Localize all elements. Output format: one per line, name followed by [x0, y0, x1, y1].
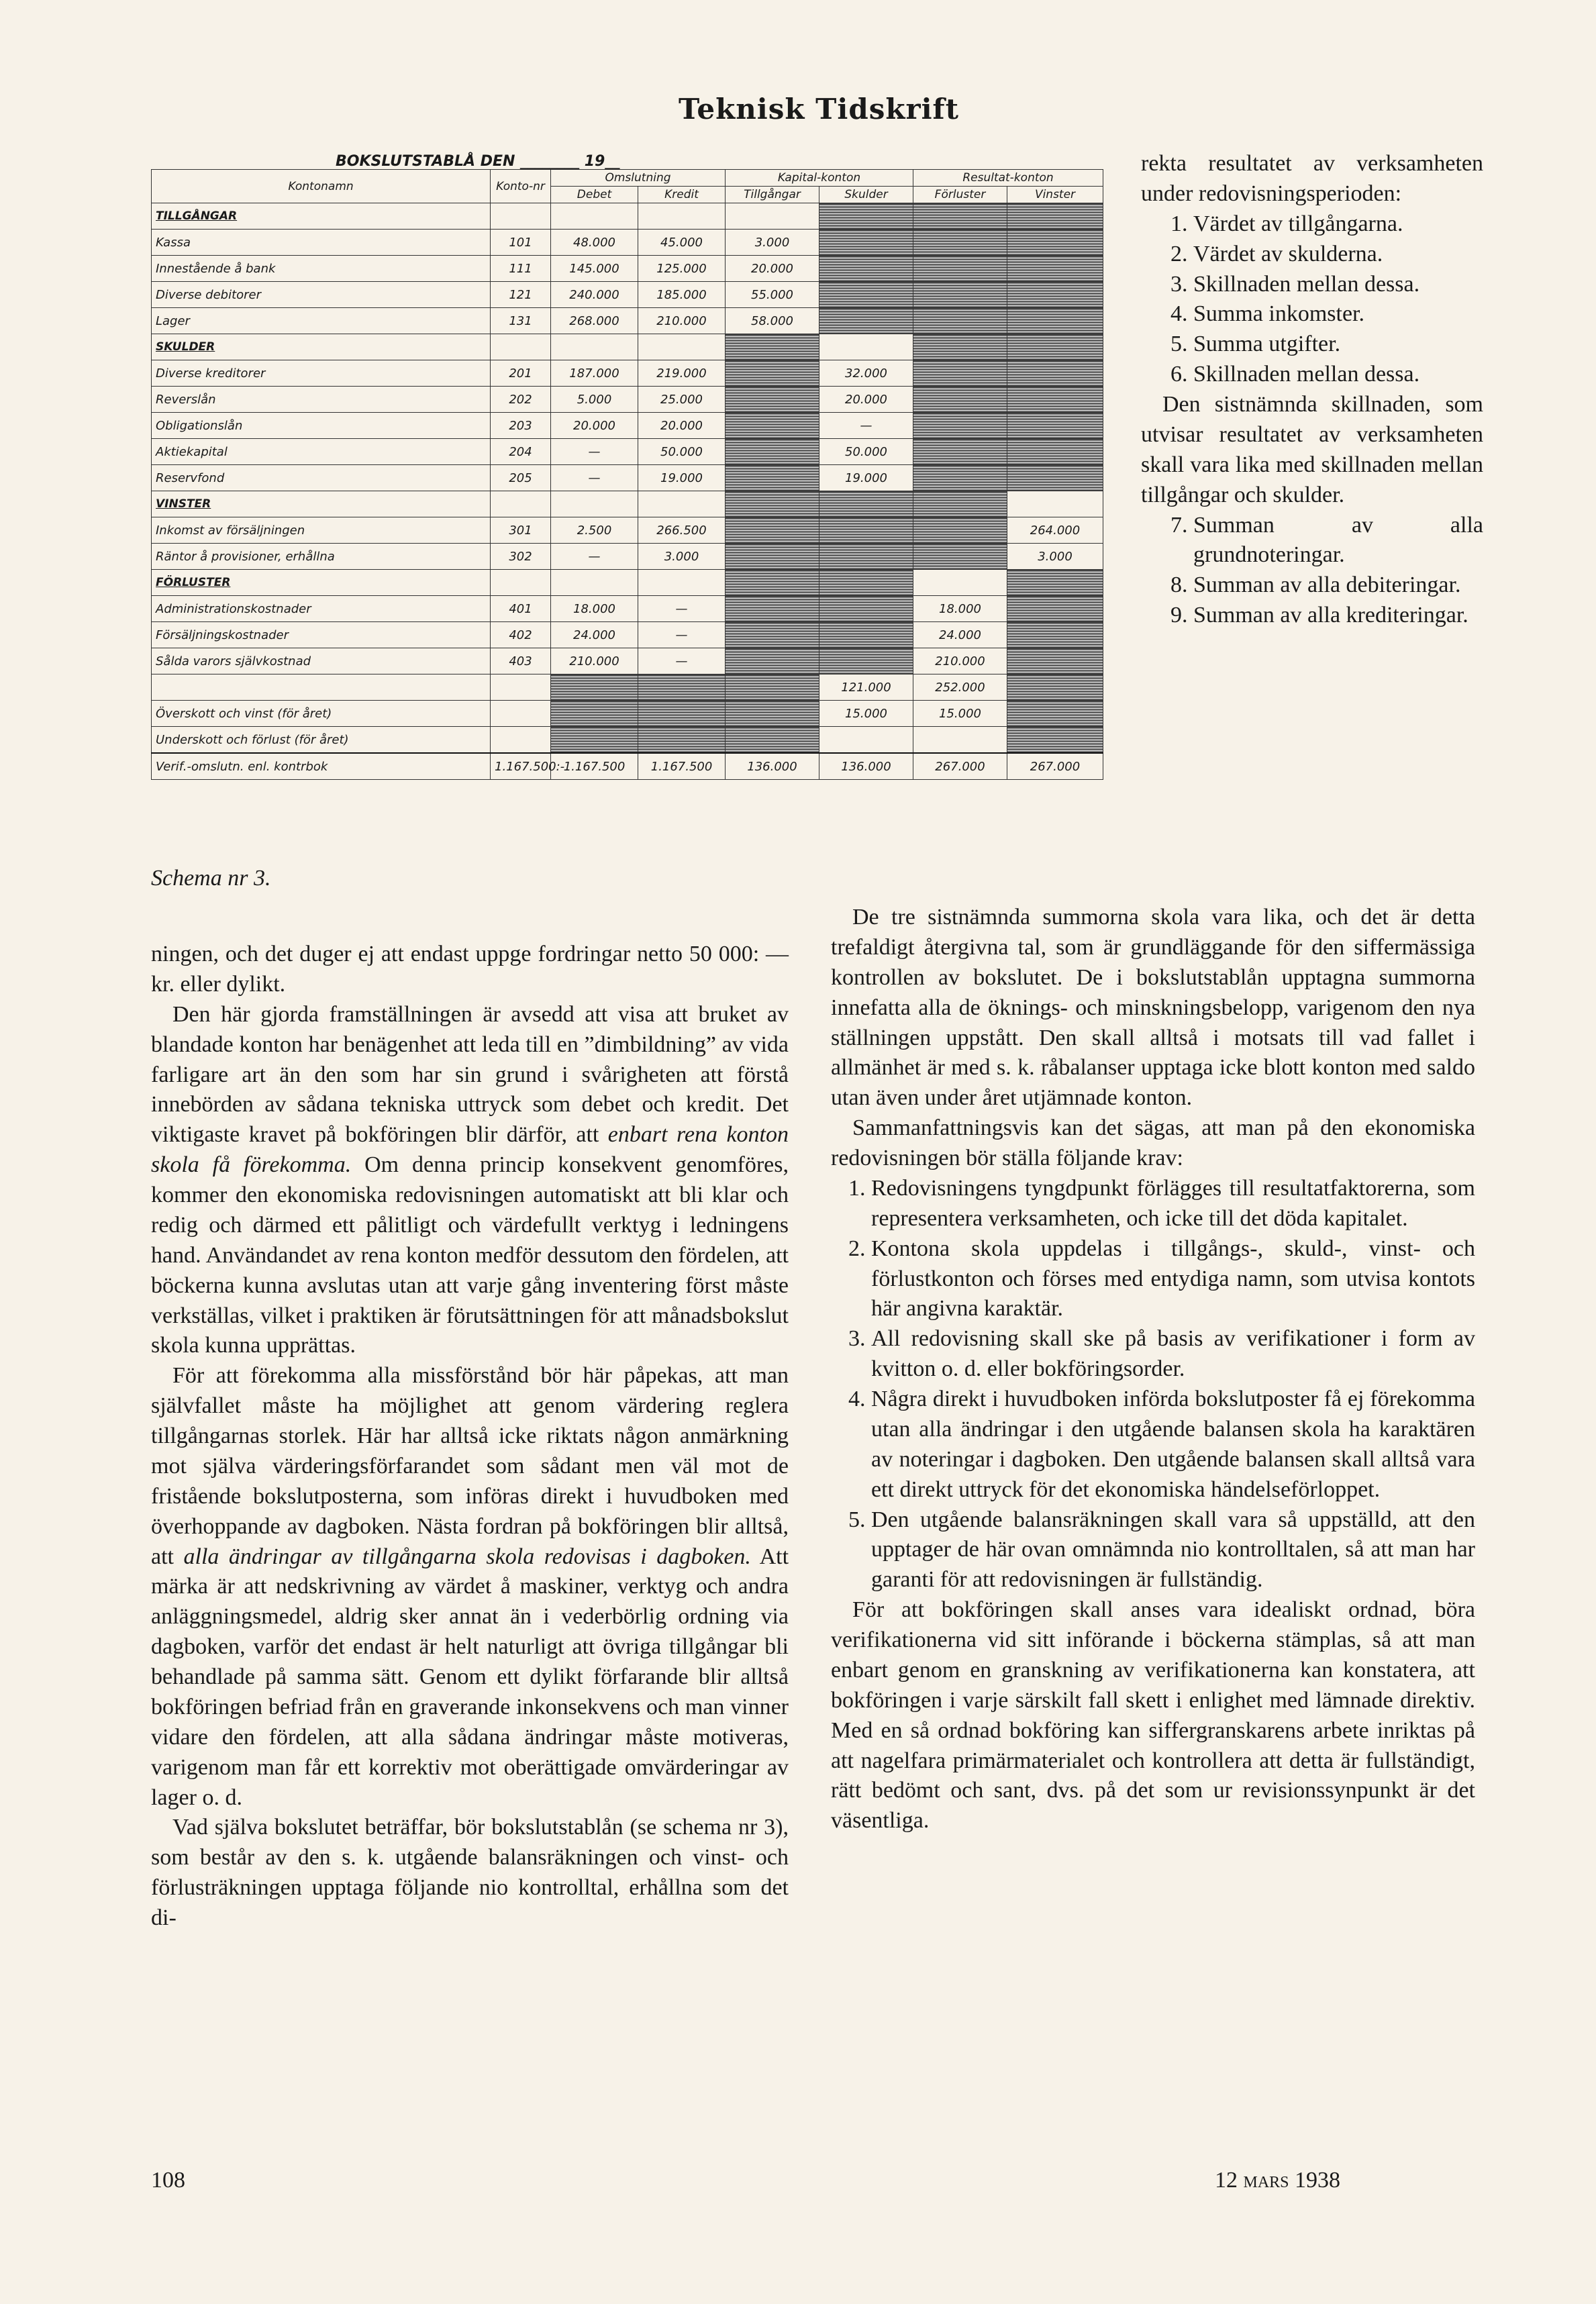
amount-cell: 219.000	[638, 360, 726, 387]
amount-cell: —	[551, 465, 638, 491]
right-top-intro: rekta resultatet av verksamheten under redovisningsperioden:	[1141, 151, 1483, 206]
header-kontonr: Konto-nr	[491, 170, 551, 203]
right-top-column	[1141, 149, 1483, 631]
amount-cell	[913, 413, 1007, 439]
account-number: 101	[491, 230, 551, 256]
amount-cell	[819, 648, 913, 674]
amount-cell	[1007, 674, 1103, 701]
ledger-cell	[913, 491, 1007, 517]
amount-cell: 187.000	[551, 360, 638, 387]
account-name: Underskott och förlust (för året)	[152, 727, 491, 754]
amount-cell	[913, 360, 1007, 387]
account-number: 1.167.500:-	[491, 753, 551, 780]
amount-cell	[1007, 622, 1103, 648]
ledger-table	[151, 169, 1103, 780]
amount-cell: 268.000	[551, 308, 638, 334]
list-item: 1. Redovisningens tyngdpunkt förlägges till resultatfaktorerna, som representera verksamheten, och icke till det döda kapitalet.	[871, 1174, 1475, 1234]
table-row	[152, 230, 1103, 256]
amount-cell	[913, 230, 1007, 256]
amount-cell	[1007, 256, 1103, 282]
amount-cell: 185.000	[638, 282, 726, 308]
list-item: 4. Summa inkomster.	[1193, 299, 1483, 330]
account-number	[491, 701, 551, 727]
ledger-cell	[638, 203, 726, 230]
account-number: 121	[491, 282, 551, 308]
header-debet: Debet	[551, 187, 638, 203]
amount-cell	[1007, 387, 1103, 413]
amount-cell	[819, 230, 913, 256]
account-name: Innestående å bank	[152, 256, 491, 282]
right-top-paragraph: Den sistnämnda skillnaden, som utvisar resultatet av verksamheten skall vara lika med skillnaden mellan tillgångar och skulder.	[1141, 392, 1483, 507]
ledger-cell	[913, 570, 1007, 596]
amount-cell	[726, 439, 819, 465]
section-row	[152, 203, 1103, 230]
account-name: Inkomst av försäljningen	[152, 517, 491, 544]
amount-cell: 210.000	[913, 648, 1007, 674]
table-row	[152, 517, 1103, 544]
list-item: 7. Summan av alla grundnoteringar.	[1193, 511, 1483, 571]
amount-cell	[726, 674, 819, 701]
right-p1: De tre sistnämnda summorna skola vara lika, och det är detta trefaldigt återgivna tal, som är grundläggande för den siffermässiga kontrollen av bokslutet. De i bokslutstablån upptagna summorna innefatta alla de öknings- och minskningsbelopp, varigenom den nya ställningen uppstått. Den skall alltså i motsats till vad fallet i allmänhet är med s. k. råbalanser upptaga icke blott konton med saldo utan även under året utjämnade konton.	[831, 905, 1475, 1111]
amount-cell: 50.000	[638, 439, 726, 465]
left-column	[151, 940, 789, 1934]
amount-cell	[913, 256, 1007, 282]
section-label: VINSTER	[152, 491, 491, 517]
section-label: TILLGÅNGAR	[152, 203, 491, 230]
ledger-cell	[726, 334, 819, 360]
amount-cell: 19.000	[819, 465, 913, 491]
account-name: Reverslån	[152, 387, 491, 413]
amount-cell	[913, 544, 1007, 570]
amount-cell	[819, 308, 913, 334]
header-forluster: Förluster	[913, 187, 1007, 203]
amount-cell	[819, 727, 913, 754]
account-name: Obligationslån	[152, 413, 491, 439]
amount-cell	[819, 282, 913, 308]
amount-cell: 264.000	[1007, 517, 1103, 544]
list-item: 5. Summa utgifter.	[1193, 330, 1483, 360]
amount-cell	[819, 256, 913, 282]
ledger-cell	[726, 203, 819, 230]
account-name: Aktiekapital	[152, 439, 491, 465]
ledger-cell	[551, 570, 638, 596]
right-column	[831, 903, 1475, 1836]
left-p3	[151, 1361, 789, 1813]
amount-cell: 1.167.500	[638, 753, 726, 780]
amount-cell: 18.000	[551, 596, 638, 622]
table-row	[152, 360, 1103, 387]
account-number: 131	[491, 308, 551, 334]
amount-cell	[726, 413, 819, 439]
amount-cell: —	[638, 596, 726, 622]
ledger-cell	[726, 491, 819, 517]
amount-cell: —	[638, 622, 726, 648]
table-row	[152, 282, 1103, 308]
amount-cell	[1007, 360, 1103, 387]
left-p3a: För att förekomma alla missförstånd bör här påpekas, att man självfallet måste ha möjlighet att genom värdering reglera tillgångarnas storlek. Här har alltså icke riktats någon anmärkning mot själva värderingsförfarandet som sådant men väl mot de fristående bokslutposterna, som införas direkt i huvudboken med överhoppande av dagboken. Nästa fordran på bokföringen blir alltså, att	[151, 1363, 789, 1569]
table-row	[152, 596, 1103, 622]
amount-cell: 121.000	[819, 674, 913, 701]
ledger-cell	[819, 570, 913, 596]
ledger-cell	[491, 334, 551, 360]
amount-cell: 50.000	[819, 439, 913, 465]
table-row	[152, 701, 1103, 727]
account-name: Lager	[152, 308, 491, 334]
account-name: Administrationskostnader	[152, 596, 491, 622]
table-row	[152, 622, 1103, 648]
ledger-cell	[1007, 203, 1103, 230]
list-item: 4. Några direkt i huvudboken införda bokslutposter få ej förekomma utan alla ändringar i den utgående balansen skola ha karaktären av noteringar i dagboken. Den utgående balansen skall alltså vara ett direkt uttryck för det ekonomiska händelseförloppet.	[871, 1385, 1475, 1505]
ledger-title: BOKSLUTSTABLÅ DEN ________ 19__	[336, 153, 620, 170]
section-row	[152, 334, 1103, 360]
amount-cell: 20.000	[551, 413, 638, 439]
ledger-cell	[913, 203, 1007, 230]
amount-cell: 48.000	[551, 230, 638, 256]
amount-cell: 125.000	[638, 256, 726, 282]
amount-cell	[1007, 596, 1103, 622]
amount-cell: 210.000	[551, 648, 638, 674]
header-tillgangar: Tillgångar	[726, 187, 819, 203]
amount-cell	[726, 648, 819, 674]
ledger-cell	[819, 203, 913, 230]
left-p2	[151, 1000, 789, 1362]
amount-cell: 15.000	[913, 701, 1007, 727]
amount-cell: 20.000	[819, 387, 913, 413]
account-name: Sålda varors självkostnad	[152, 648, 491, 674]
amount-cell: —	[551, 544, 638, 570]
ledger-cell	[551, 491, 638, 517]
ledger-cell	[491, 570, 551, 596]
table-row	[152, 413, 1103, 439]
journal-header: Teknisk Tidskrift	[679, 93, 959, 126]
header-vinster: Vinster	[1007, 187, 1103, 203]
amount-cell: 20.000	[726, 256, 819, 282]
list-item: 2. Kontona skola uppdelas i tillgångs-, skuld-, vinst- och förlustkonton och förses med entydiga namn, som utvisa kontots här angivna karaktär.	[871, 1234, 1475, 1325]
ledger-cell	[1007, 570, 1103, 596]
table-row	[152, 308, 1103, 334]
amount-cell	[913, 387, 1007, 413]
account-number	[491, 674, 551, 701]
amount-cell: 252.000	[913, 674, 1007, 701]
amount-cell	[726, 701, 819, 727]
account-number: 301	[491, 517, 551, 544]
header-kontonamn: Kontonamn	[152, 170, 491, 203]
amount-cell	[913, 727, 1007, 754]
ledger-cell	[551, 334, 638, 360]
ledger-cell	[819, 334, 913, 360]
account-name: Kassa	[152, 230, 491, 256]
amount-cell: 266.500	[638, 517, 726, 544]
account-number: 111	[491, 256, 551, 282]
amount-cell: 18.000	[913, 596, 1007, 622]
account-number: 403	[491, 648, 551, 674]
right-p3: För att bokföringen skall anses vara idealiskt ordnad, böra verifikationerna vid sitt införande i böckerna stämplas, så att man enbart genom en granskning av verifikationerna kan konstatera, att bokföringen i varje särskilt fall skett i enlighet med lämnade direktiv. Med en så ordnad bokföring kan siffergranskarens arbete inriktas på att nagelfara primärmaterialet och kontrollera att detta är fullständigt, rätt bedömt och sant, dvs. på det som ur revisionssynpunkt är det väsentliga.	[831, 1597, 1475, 1834]
amount-cell	[819, 517, 913, 544]
amount-cell: 136.000	[726, 753, 819, 780]
table-row	[152, 674, 1103, 701]
amount-cell	[1007, 701, 1103, 727]
header-omslutning: Omslutning	[551, 170, 726, 187]
amount-cell: 45.000	[638, 230, 726, 256]
amount-cell	[1007, 439, 1103, 465]
amount-cell: 267.000	[913, 753, 1007, 780]
left-p1: ningen, och det duger ej att endast uppge fordringar netto 50 000: — kr. eller dylikt.	[151, 942, 789, 997]
account-name	[152, 674, 491, 701]
control-figures-list-1	[1141, 209, 1483, 390]
amount-cell	[1007, 413, 1103, 439]
left-p4: Vad själva bokslutet beträffar, bör bokslutstablån (se schema nr 3), som består av den s. k. utgående balansräkningen och vinst- och förlusträkningen upptaga följande nio kontrolltal, erhållna som det di-	[151, 1815, 789, 1930]
list-item: 6. Skillnaden mellan dessa.	[1193, 360, 1483, 390]
amount-cell	[726, 465, 819, 491]
amount-cell: 1.167.500	[551, 753, 638, 780]
amount-cell	[1007, 648, 1103, 674]
amount-cell	[726, 727, 819, 754]
amount-cell: 3.000	[726, 230, 819, 256]
amount-cell	[638, 727, 726, 754]
amount-cell	[726, 360, 819, 387]
table-row	[152, 753, 1103, 780]
account-number: 201	[491, 360, 551, 387]
amount-cell	[726, 544, 819, 570]
section-row	[152, 570, 1103, 596]
account-number: 202	[491, 387, 551, 413]
list-item: 9. Summan av alla krediteringar.	[1193, 601, 1483, 631]
ledger-cell	[726, 570, 819, 596]
amount-cell: 19.000	[638, 465, 726, 491]
amount-cell	[913, 465, 1007, 491]
amount-cell: —	[551, 439, 638, 465]
left-p2a: Den här gjorda framställningen är avsedd att visa att bruket av blandade konton har benägenhet att leda till en ”dimbildning” av vida farligare art än den som har sin grund i svårigheten att förstå innebörden av sådana tekniska uttryck som debet och kredit. Det viktigaste kravet på bokföringen blir därför, att	[151, 1001, 789, 1148]
amount-cell	[1007, 308, 1103, 334]
amount-cell: 136.000	[819, 753, 913, 780]
list-item: 2. Värdet av skulderna.	[1193, 240, 1483, 270]
amount-cell	[638, 674, 726, 701]
amount-cell: 240.000	[551, 282, 638, 308]
amount-cell	[726, 387, 819, 413]
account-name: Räntor å provisioner, erhållna	[152, 544, 491, 570]
amount-cell	[1007, 465, 1103, 491]
ledger-cell	[638, 570, 726, 596]
amount-cell: 32.000	[819, 360, 913, 387]
issue-date: 12 mars 1938	[1215, 2168, 1341, 2193]
amount-cell: 210.000	[638, 308, 726, 334]
account-name: Verif.-omslutn. enl. kontrbok	[152, 753, 491, 780]
amount-cell: 24.000	[551, 622, 638, 648]
amount-cell: 20.000	[638, 413, 726, 439]
table-row	[152, 256, 1103, 282]
table-row	[152, 465, 1103, 491]
amount-cell	[726, 596, 819, 622]
account-number: 302	[491, 544, 551, 570]
amount-cell: 145.000	[551, 256, 638, 282]
account-number	[491, 727, 551, 754]
list-item: 8. Summan av alla debiteringar.	[1193, 570, 1483, 601]
amount-cell	[913, 439, 1007, 465]
table-row	[152, 439, 1103, 465]
amount-cell: 267.000	[1007, 753, 1103, 780]
amount-cell: 24.000	[913, 622, 1007, 648]
control-figures-list-2	[1141, 511, 1483, 632]
ledger-cell	[1007, 334, 1103, 360]
table-row	[152, 727, 1103, 754]
page-number: 108	[151, 2168, 185, 2193]
amount-cell	[913, 517, 1007, 544]
amount-cell	[726, 517, 819, 544]
schema-caption: Schema nr 3.	[151, 866, 271, 891]
amount-cell: 2.500	[551, 517, 638, 544]
account-number: 203	[491, 413, 551, 439]
ledger-cell	[491, 203, 551, 230]
section-label: SKULDER	[152, 334, 491, 360]
amount-cell: —	[819, 413, 913, 439]
account-name: Reservfond	[152, 465, 491, 491]
ledger-cell	[913, 334, 1007, 360]
left-p2-emphasis: enbart rena konton skola få förekomma.	[151, 1122, 789, 1178]
list-item: 3. All redovisning skall ske på basis av verifikationer i form av kvitton o. d. eller bokföringsorder.	[871, 1324, 1475, 1385]
amount-cell	[551, 701, 638, 727]
amount-cell: 3.000	[1007, 544, 1103, 570]
left-p3-emphasis: alla ändringar av tillgångarna skola redovisas i dagboken.	[183, 1544, 751, 1569]
amount-cell	[551, 674, 638, 701]
account-name: Diverse debitorer	[152, 282, 491, 308]
amount-cell: 5.000	[551, 387, 638, 413]
account-name: Försäljningskostnader	[152, 622, 491, 648]
list-item: 5. Den utgående balansräkningen skall vara så uppställd, att den upptager de här ovan omnämnda nio kontrolltalen, så att man har garanti för att redovisningen är fullständig.	[871, 1505, 1475, 1596]
ledger-cell	[491, 491, 551, 517]
account-number: 204	[491, 439, 551, 465]
amount-cell	[819, 596, 913, 622]
table-row	[152, 544, 1103, 570]
ledger-cell	[638, 491, 726, 517]
amount-cell	[726, 622, 819, 648]
account-name: Överskott och vinst (för året)	[152, 701, 491, 727]
table-row	[152, 387, 1103, 413]
header-kapital: Kapital-konton	[726, 170, 913, 187]
ledger-header-row	[152, 170, 1103, 187]
amount-cell: 58.000	[726, 308, 819, 334]
amount-cell	[1007, 282, 1103, 308]
amount-cell	[913, 282, 1007, 308]
left-p2b: Om denna princip konsekvent genomföres, kommer den ekonomiska redovisningen automatiskt att bli klar och redig och därmed ett pålitligt och värdefullt verktyg i ledningens hand. Användandet av rena konton medför dessutom den fördelen, att böckerna kunna avslutas utan att varje gång inventering först måste verkställas, vilket i praktiken är förutsättningen för att månadsbokslut skola kunna upprättas.	[151, 1152, 789, 1358]
ledger-cell	[638, 334, 726, 360]
amount-cell: 55.000	[726, 282, 819, 308]
header-resultat: Resultat-konton	[913, 170, 1103, 187]
table-row	[152, 648, 1103, 674]
list-item: 3. Skillnaden mellan dessa.	[1193, 270, 1483, 300]
account-number: 402	[491, 622, 551, 648]
list-item: 1. Värdet av tillgångarna.	[1193, 209, 1483, 240]
amount-cell: 15.000	[819, 701, 913, 727]
section-label: FÖRLUSTER	[152, 570, 491, 596]
header-kredit: Kredit	[638, 187, 726, 203]
amount-cell	[913, 308, 1007, 334]
amount-cell: 3.000	[638, 544, 726, 570]
account-number: 205	[491, 465, 551, 491]
amount-cell	[819, 622, 913, 648]
amount-cell	[638, 701, 726, 727]
amount-cell	[551, 727, 638, 754]
ledger-cell	[819, 491, 913, 517]
amount-cell: 25.000	[638, 387, 726, 413]
right-p2: Sammanfattningsvis kan det sägas, att man på den ekonomiska redovisningen bör ställa följande krav:	[831, 1115, 1475, 1170]
left-p3b: Att märka är att nedskrivning av värdet å maskiner, verktyg och andra anläggningsmedel, aldrig sker annat än i vederbörlig ordning via dagboken, varför det endast är helt naturligt att övriga tillgångar bli behandlade på samma sätt. Genom ett dylikt förfarande blir alltså bokföringen befriad från en graverande inkonsekvens och man vinner vidare den fördelen, att alla sådana ändringar måste motiveras, varigenom man får ett korrektiv mot oberättigade omvärderingar av lager o. d.	[151, 1544, 789, 1810]
account-name: Diverse kreditorer	[152, 360, 491, 387]
amount-cell	[1007, 727, 1103, 754]
section-row	[152, 491, 1103, 517]
ledger-cell	[551, 203, 638, 230]
requirements-list	[831, 1174, 1475, 1595]
amount-cell	[819, 544, 913, 570]
amount-cell	[1007, 230, 1103, 256]
account-number: 401	[491, 596, 551, 622]
header-skulder: Skulder	[819, 187, 913, 203]
ledger-cell	[1007, 491, 1103, 517]
amount-cell: —	[638, 648, 726, 674]
